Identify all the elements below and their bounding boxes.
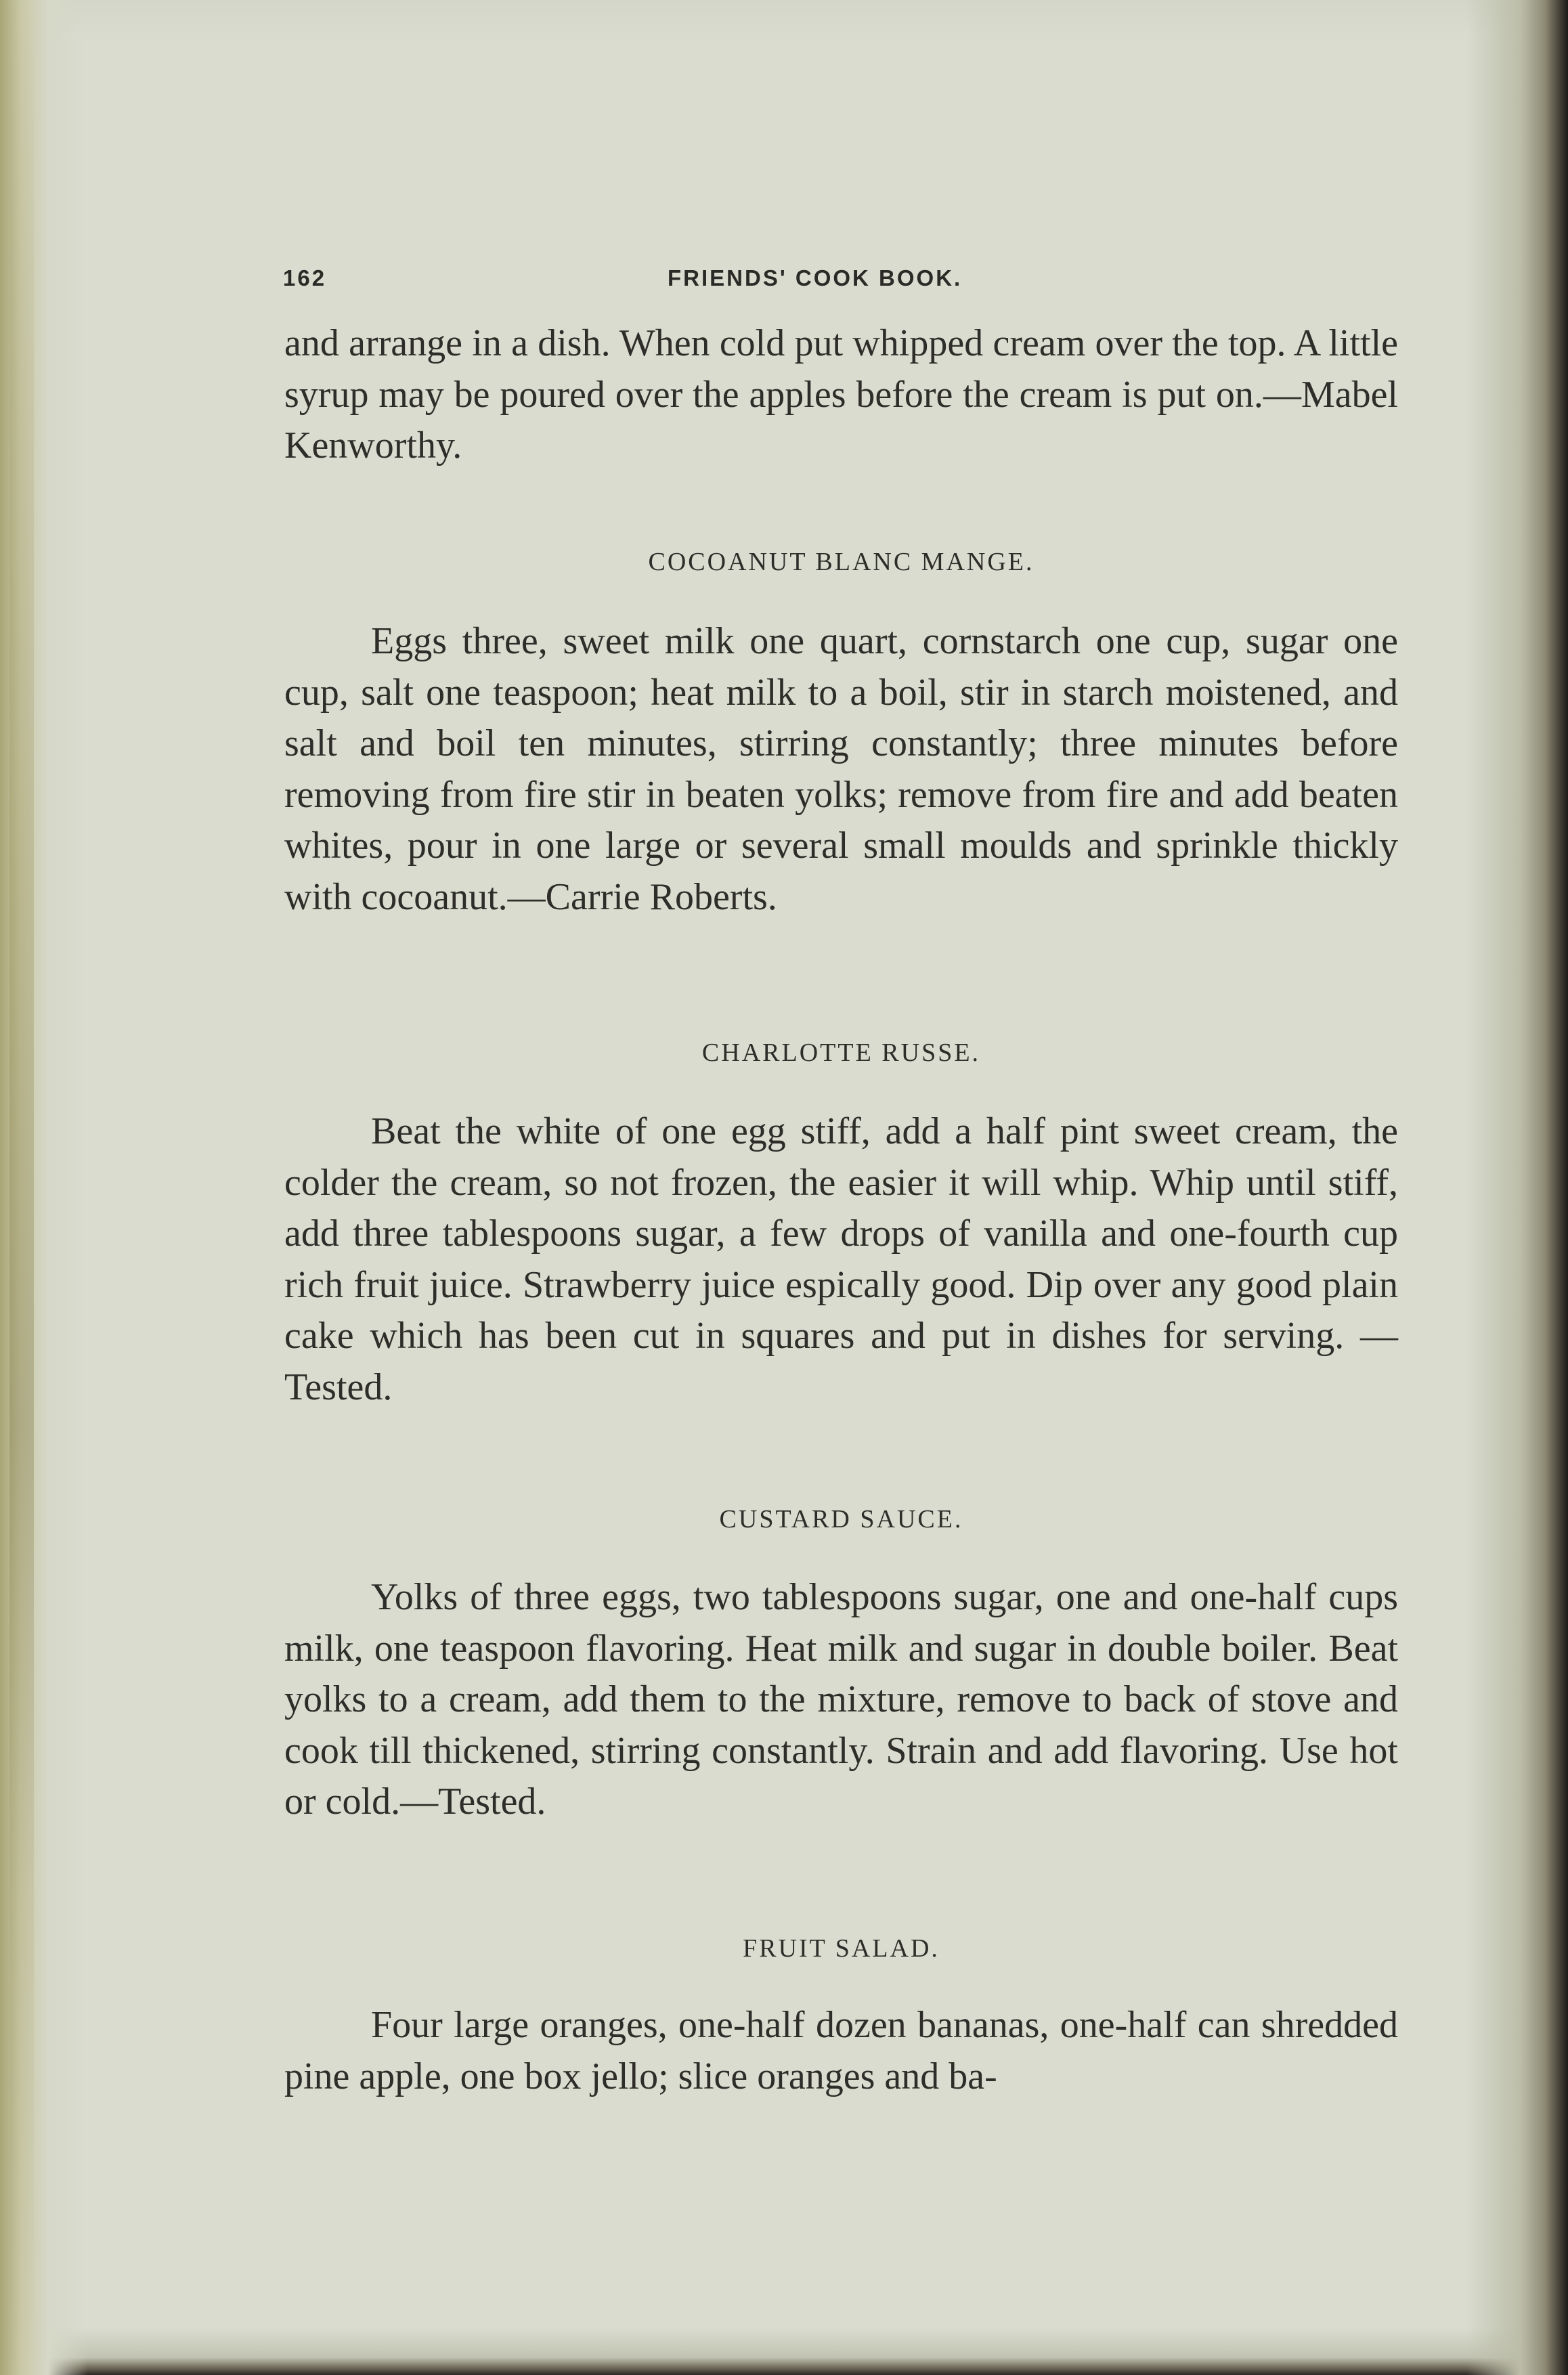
recipe-body-cocoanut-blanc-mange: Eggs three, sweet milk one quart, cornstarch one cup, sugar one cup, salt one teaspoon; heat milk to a boil, stir in starch moistened, and salt and boil ten minutes, stirring constantly; three minutes before removing from fire stir in beaten yolks; remove from fire and add beaten whites, pour in one large or several small moulds and sprinkle thickly with cocoanut.—Carrie Roberts.	[284, 620, 1398, 918]
recipe-heading-cocoanut-blanc-mange: COCOANUT BLANC MANGE.	[648, 548, 1035, 576]
running-title: FRIENDS' COOK BOOK.	[668, 265, 963, 290]
page-number: 162	[283, 265, 327, 290]
binding-edge	[9, 0, 34, 2375]
recipe-heading-custard-sauce: CUSTARD SAUCE.	[719, 1505, 963, 1533]
running-header	[283, 265, 1393, 299]
recipe-body-custard-sauce: Yolks of three eggs, two tablespoons sugar, one and one-half cups milk, one teaspoon flavoring. Heat milk and sugar in double boiler. Beat yolks to a cream, add them to the mixture, remove to back of stove and cook till thickened, stirring constantly. Strain and add flavoring. Use hot or cold.—Tested.	[284, 1576, 1398, 1823]
recipe-heading-charlotte-russe: CHARLOTTE RUSSE.	[701, 1039, 981, 1067]
recipe-heading-fruit-salad: FRUIT SALAD.	[743, 1934, 940, 1963]
continued-paragraph: and arrange in a dish. When cold put whipped cream over the top. A little syrup may be poured over the apples before the cream is put on.—Mabel Kenworthy.	[284, 322, 1398, 466]
recipe-body-fruit-salad: Four large oranges, one-half dozen bananas, one-half can shredded pine apple, one box jello; slice oranges and ba-	[284, 2004, 1398, 2097]
recipe-body-charlotte-russe: Beat the white of one egg stiff, add a half pint sweet cream, the colder the cream, so not frozen, the easier it will whip. Whip until stiff, add three tablespoons sugar, a few drops of vanilla and one-fourth cup rich fruit juice. Strawberry juice espically good. Dip over any good plain cake which has been cut in squares and put in dishes for serving. —Tested.	[284, 1110, 1398, 1408]
